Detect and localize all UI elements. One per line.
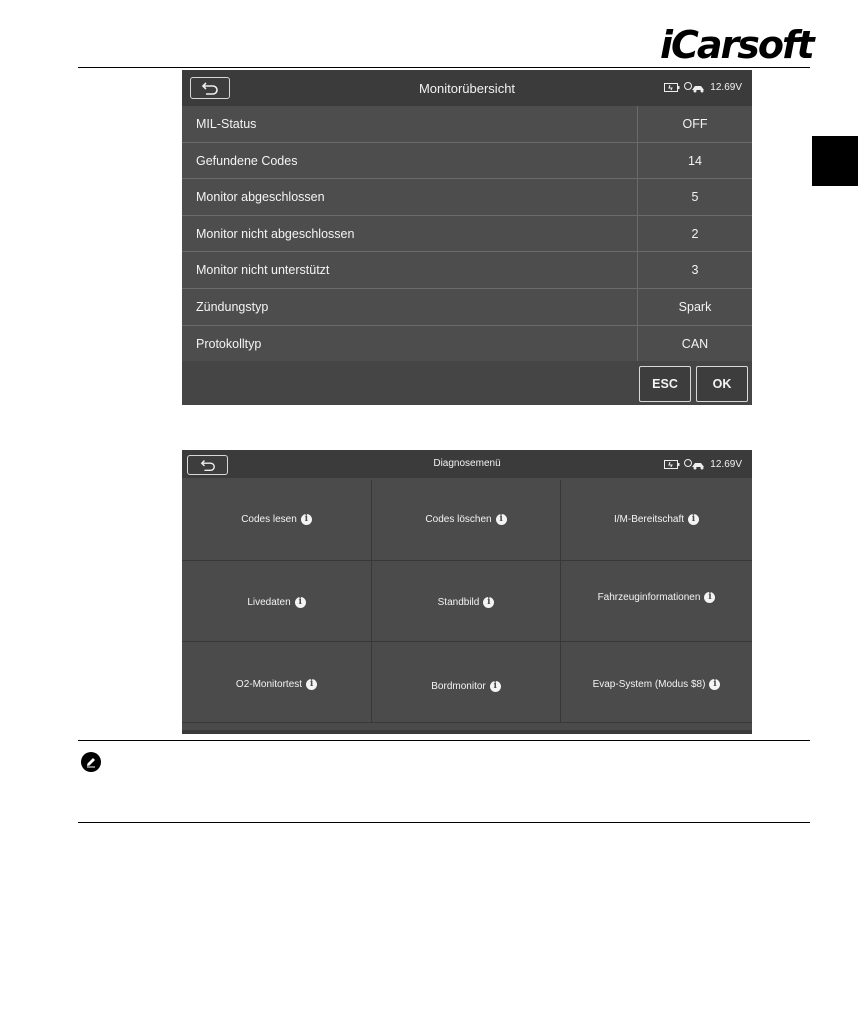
status-area: [664, 458, 742, 470]
bottom-strip: [182, 730, 752, 734]
menu-grid: [182, 480, 752, 730]
menu-item-label: Fahrzeuginformationen: [597, 592, 701, 604]
menu-item-o2-monitortest[interactable]: [182, 642, 372, 723]
info-icon[interactable]: i: [704, 592, 715, 603]
info-icon[interactable]: i: [301, 514, 312, 525]
menu-item-evap-system[interactable]: [561, 642, 752, 723]
chapter-tab-marker: [812, 136, 858, 186]
row-label: Gefundene Codes: [196, 153, 298, 168]
menu-item-label: Standbild: [437, 597, 480, 609]
row-value: 3: [637, 252, 752, 288]
info-icon[interactable]: i: [688, 514, 699, 525]
table-row: [182, 106, 752, 143]
info-icon[interactable]: i: [490, 681, 501, 692]
voltage-readout: 12.69V: [710, 81, 742, 93]
esc-button[interactable]: ESC: [639, 366, 691, 402]
table-row: [182, 179, 752, 216]
row-label: Zündungstyp: [196, 299, 269, 314]
info-icon[interactable]: i: [496, 514, 507, 525]
menu-item-bordmonitor[interactable]: [372, 642, 561, 723]
row-label: Monitor nicht abgeschlossen: [196, 226, 355, 241]
vehicle-voltage-icon: [684, 81, 706, 93]
voltage-readout: 12.69V: [710, 458, 742, 470]
row-label: Protokolltyp: [196, 336, 262, 351]
header-rule: [78, 67, 810, 68]
vehicle-voltage-icon: [684, 458, 706, 470]
menu-item-im-bereitschaft[interactable]: [561, 480, 752, 561]
ok-button[interactable]: OK: [696, 366, 748, 402]
table-row: [182, 216, 752, 253]
diagnostic-menu-screen: [182, 450, 752, 734]
menu-item-codes-loeschen[interactable]: [372, 480, 561, 561]
info-icon[interactable]: i: [295, 597, 306, 608]
info-icon[interactable]: i: [483, 597, 494, 608]
menu-item-livedaten[interactable]: [182, 561, 372, 642]
menu-item-label: I/M-Bereitschaft: [613, 514, 685, 526]
menu-item-codes-lesen[interactable]: [182, 480, 372, 561]
screen-title: Diagnosemenü: [433, 458, 501, 469]
table-row: [182, 289, 752, 326]
table-row: [182, 143, 752, 180]
info-icon[interactable]: i: [709, 679, 720, 690]
footer-bar: [182, 361, 752, 405]
topbar: [182, 70, 752, 106]
info-icon[interactable]: i: [306, 679, 317, 690]
row-label: Monitor nicht unterstützt: [196, 263, 330, 278]
status-area: [664, 81, 742, 93]
row-label: MIL-Status: [196, 117, 257, 131]
menu-item-label: Evap-System (Modus $8): [592, 679, 706, 691]
menu-item-label: O2-Monitortest: [235, 679, 303, 691]
table-row: [182, 252, 752, 289]
menu-item-standbild[interactable]: [372, 561, 561, 642]
note-pencil-icon: [81, 752, 101, 772]
battery-icon: [664, 460, 680, 469]
menu-item-label: Codes lesen: [241, 514, 297, 526]
menu-item-label: Bordmonitor: [431, 681, 486, 693]
row-value: Spark: [637, 289, 752, 325]
row-value: 14: [637, 143, 752, 179]
menu-item-label: Codes löschen: [425, 514, 492, 526]
row-value: CAN: [637, 326, 752, 362]
menu-item-fahrzeuginformationen[interactable]: [561, 561, 752, 642]
note-top-rule: [78, 740, 810, 741]
row-value: 5: [637, 179, 752, 215]
row-value: OFF: [637, 106, 752, 142]
brand-logo: iCarsoft: [660, 23, 813, 67]
row-value: 2: [637, 216, 752, 252]
topbar: [182, 450, 752, 478]
row-label: Monitor abgeschlossen: [196, 190, 325, 205]
note-bottom-rule: [78, 822, 810, 823]
screen-title: Monitorübersicht: [418, 81, 516, 96]
table-row: [182, 326, 752, 363]
menu-item-label: Livedaten: [247, 597, 291, 609]
monitor-overview-screen: [182, 70, 752, 405]
battery-icon: [664, 83, 680, 92]
monitor-table: [182, 106, 752, 362]
